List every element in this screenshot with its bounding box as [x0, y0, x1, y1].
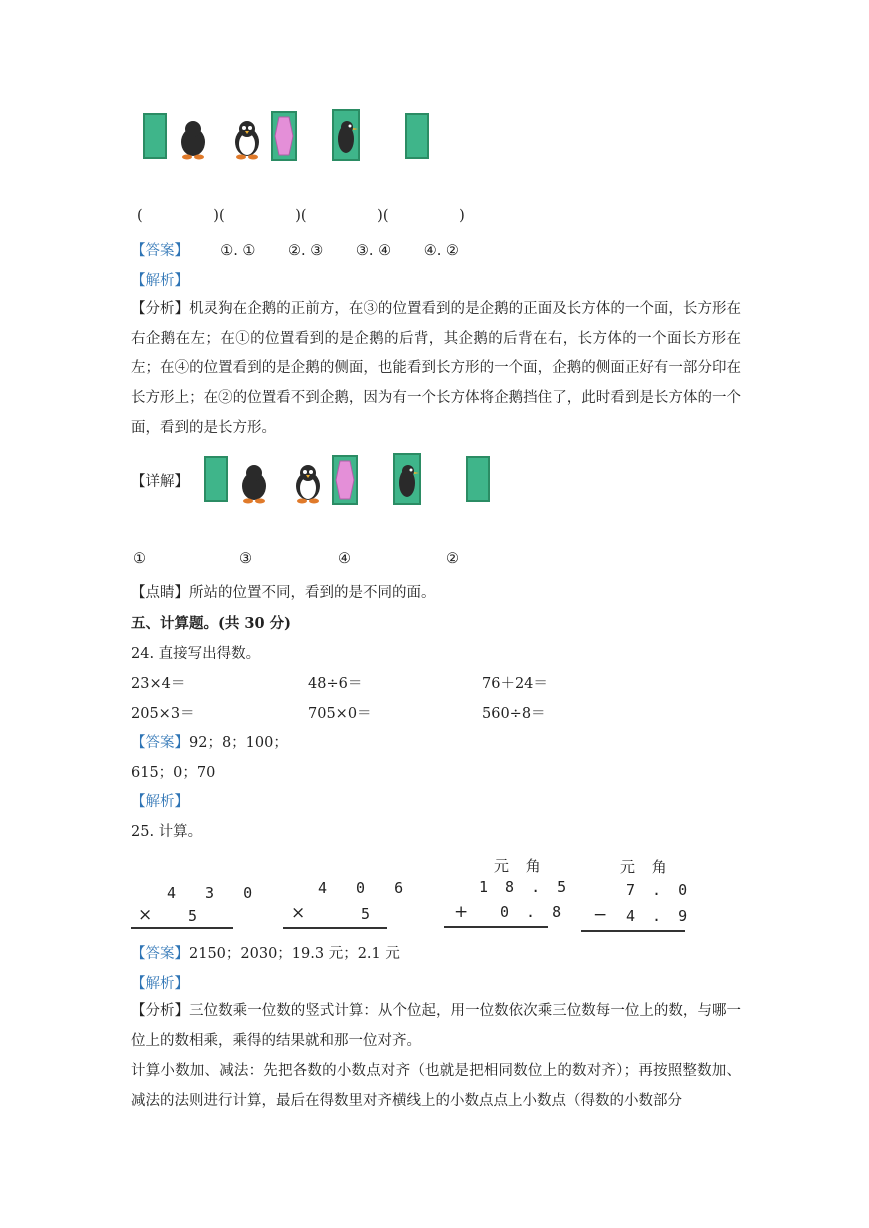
answer-label: 【答案】	[131, 243, 189, 259]
q23-answer	[131, 239, 459, 260]
answer-4: ④. ②	[423, 243, 459, 259]
prism-side-icon	[271, 111, 297, 161]
calc-top: 7 . 0	[626, 881, 692, 899]
dianjing-label: 【点睛】	[131, 585, 189, 601]
penguin-side-rect-icon	[393, 453, 423, 505]
q24-answer-line2: 615；0；70	[131, 765, 216, 781]
answer-2: ②. ③	[288, 243, 324, 259]
figure-blanks	[137, 208, 465, 224]
expression: 23×4＝	[131, 676, 186, 692]
penguin-side-rect-icon	[332, 109, 362, 161]
q23-xiangjie-label: 【详解】	[131, 474, 189, 490]
q23-jiexi-label: 【解析】	[131, 273, 189, 289]
blank-paren: )(	[295, 208, 307, 224]
expression: 560÷8＝	[482, 706, 546, 722]
q23-dianjing	[131, 581, 436, 602]
calc-bottom: 0 . 8	[500, 903, 566, 921]
blank-paren: (	[137, 208, 143, 224]
penguin-back-icon	[175, 120, 211, 160]
calc-line	[283, 927, 387, 929]
fenxi-text: 机灵狗在企鹅的正前方，在③的位置看到的是企鹅的正面及长方体的一个面，长方形在右企鹅在左；在①的位置看到的是企鹅的后背，其企鹅的后背在右，长方体的一个面长方形在左；在④的位置看到的是企鹅的侧面，也能看到长方形的一个面，企鹅的侧面正好有一部分印在长方形上；在②的位置看不到企鹅，因为有一个长方体将企鹅挡住了，此时看到是长方体的一个面，看到的是长方形。	[131, 301, 742, 436]
q25-fenxi	[131, 997, 741, 1056]
fenxi-text: 三位数乘一位数的竖式计算：从个位起，用一位数依次乘三位数每一位上的数，与哪一位上的数相乘，乘得的结果就和那一位对齐。	[131, 1003, 742, 1049]
calc-bottom: 5	[188, 907, 208, 925]
q25-answer	[131, 942, 400, 963]
rectangle-back-icon	[405, 113, 429, 159]
blank-paren: )	[459, 208, 465, 224]
calc-operator: −	[593, 905, 608, 925]
q25-title: 25. 计算。	[131, 824, 203, 840]
q25-extra: 计算小数加、减法：先把各数的小数点对齐（也就是把相同数位上的数对齐）；再按照整数加、减法的法则进行计算，最后在得数里对齐横线上的小数点点上小数点（得数的小数部分	[131, 1063, 741, 1109]
blank-paren: )(	[377, 208, 389, 224]
q25-jiexi-label: 【解析】	[131, 976, 189, 992]
calc-top: 1 8 . 5	[479, 878, 571, 896]
answer-3: ③. ④	[355, 243, 392, 259]
blank-paren: )(	[213, 208, 225, 224]
calc-operator: ×	[138, 905, 153, 925]
q23-fenxi	[131, 295, 741, 444]
calc-line	[581, 930, 685, 932]
section-title: 五、计算题。(共 30 分)	[131, 615, 291, 632]
expression: 48÷6＝	[308, 676, 363, 692]
rectangle-front-icon	[143, 113, 167, 159]
calc-bottom: 4 . 9	[626, 907, 692, 925]
answer-text: 92；8；100；	[189, 735, 288, 751]
q24-jiexi-label: 【解析】	[131, 794, 189, 810]
answer-text: 2150；2030；19.3 元；2.1 元	[189, 946, 400, 962]
expression: 705×0＝	[308, 706, 372, 722]
q24-title: 24. 直接写出得数。	[131, 646, 261, 662]
position-label: ②	[446, 551, 459, 567]
fenxi-label: 【分析】	[131, 301, 190, 317]
calc-operator: ×	[291, 903, 306, 923]
fenxi-label: 【分析】	[131, 1003, 190, 1019]
rectangle-front-icon	[204, 456, 228, 502]
penguin-front-icon	[228, 120, 266, 160]
q24-answer	[131, 731, 288, 752]
answer-1: ①. ①	[220, 243, 256, 259]
penguin-front-icon	[289, 464, 327, 504]
penguin-back-icon	[236, 464, 272, 504]
calc-top: 4 3 0	[167, 884, 263, 902]
calc-operator: +	[454, 902, 469, 922]
calc-unit: 元 角	[494, 857, 547, 875]
position-label: ①	[133, 551, 146, 567]
calc-line	[444, 926, 548, 928]
answer-label: 【答案】	[131, 946, 189, 962]
position-label: ④	[338, 551, 351, 567]
calc-bottom: 5	[361, 905, 381, 923]
rectangle-back-icon	[466, 456, 490, 502]
position-label: ③	[239, 551, 252, 567]
expression: 76＋24＝	[482, 676, 548, 692]
dianjing-text: 所站的位置不同，看到的是不同的面。	[189, 585, 436, 601]
calc-top: 4 0 6	[318, 879, 414, 897]
prism-side-icon	[332, 455, 358, 505]
expression: 205×3＝	[131, 706, 195, 722]
calc-unit: 元 角	[620, 858, 673, 876]
answer-label: 【答案】	[131, 735, 189, 751]
calc-line	[131, 927, 233, 929]
